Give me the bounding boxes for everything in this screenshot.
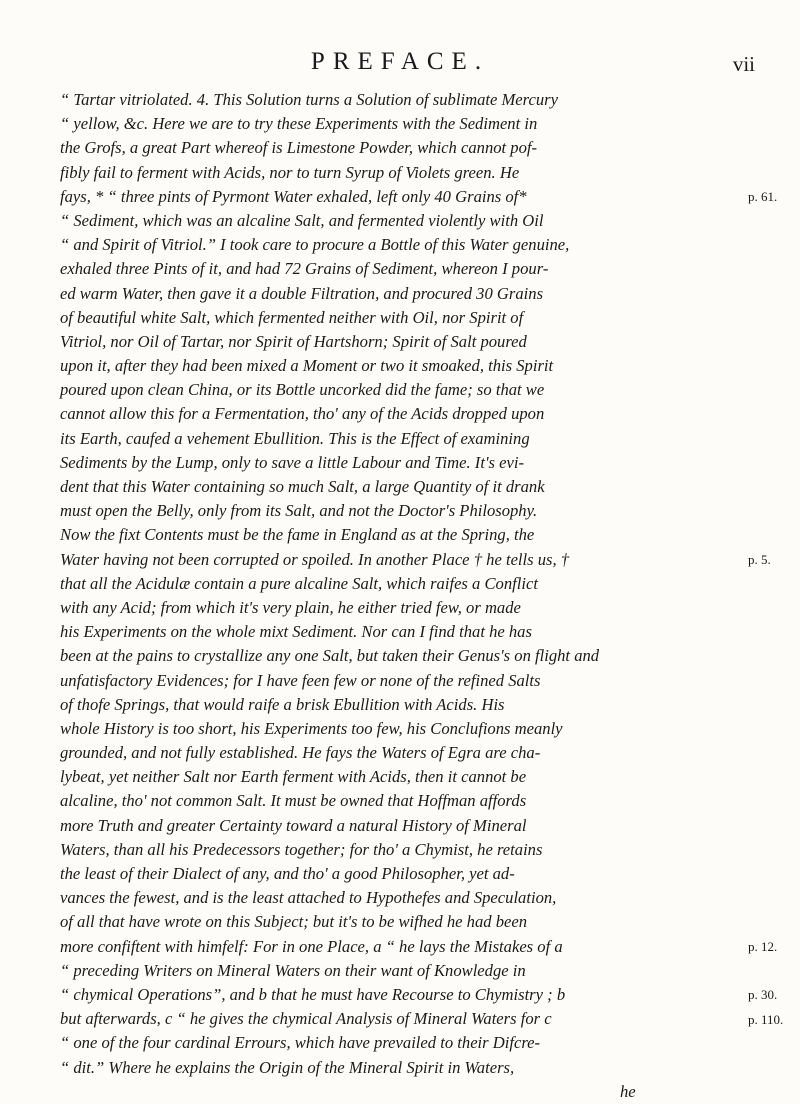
text-line: must open the Belly, only from its Salt, and not the Doctor's Philosophy. <box>60 501 538 521</box>
text-line: his Experiments on the whole mixt Sediment. Nor can I find that he has <box>60 622 532 642</box>
text-line: unfatisfactory Evidences; for I have feen few or none of the refined Salts <box>60 670 541 690</box>
text-line: whole History is too short, his Experiments too few, his Conclufions meanly <box>60 718 563 738</box>
text-line: lybeat, yet neither Salt nor Earth ferment with Acids, then it cannot be <box>60 767 527 787</box>
text-line: Water having not been corrupted or spoiled. In another Place † he tells us, † <box>60 549 570 569</box>
running-head: PREFACE. <box>310 48 490 75</box>
page-number: vii <box>732 52 755 76</box>
text-line: Now the fixt Contents must be the fame in England as at the Spring, the <box>60 525 535 545</box>
text-line: ed warm Water, then gave it a double Filtration, and procured 30 Grains <box>60 283 544 303</box>
text-line: “ chymical Operations”, and b that he must have Recourse to Chymistry ; b <box>60 984 566 1004</box>
margin-reference: p. 110. <box>748 1011 784 1027</box>
text-line: of beautiful white Salt, which fermented neither with Oil, nor Spirit of <box>60 307 524 327</box>
text-line: dent that this Water containing so much Salt, a large Quantity of it drank <box>60 477 545 496</box>
text-line: with any Acid; from which it's very plain, he either tried few, or made <box>60 597 521 617</box>
text-line: “ preceding Writers on Mineral Waters on their want of Knowledge in <box>60 960 526 980</box>
text-line: “ one of the four cardinal Errours, which have prevailed to their Difcre- <box>60 1033 541 1053</box>
text-line: upon it, after they had been mixed a Moment or two it smoaked, this Spirit <box>60 356 554 376</box>
text-line: poured upon clean China, or its Bottle uncorked did the fame; so that we <box>60 380 545 400</box>
page-header <box>0 48 800 82</box>
text-line: more confiftent with himfelf: For in one Place, a “ he lays the Mistakes of a <box>60 936 563 956</box>
margin-reference: p. 5. <box>748 551 771 567</box>
text-line: “ Tartar vitriolated. 4. This Solution turns a Solution of sublimate Mercury <box>60 90 558 109</box>
text-line: but afterwards, c “ he gives the chymical Analysis of Mineral Waters for c <box>60 1009 552 1029</box>
text-line: “ Sediment, which was an alcaline Salt, and fermented violently with Oil <box>60 210 544 230</box>
text-line: the least of their Dialect of any, and tho' a good Philosopher, yet ad- <box>60 864 515 883</box>
text-line: Waters, than all his Predecessors together; for tho' a Chymist, he retains <box>60 839 543 859</box>
text-line: “ yellow, &c. Here we are to try these Experiments with the Sediment in <box>60 114 538 134</box>
text-line: “ and Spirit of Vitriol.” I took care to procure a Bottle of this Water genuine, <box>60 235 570 255</box>
text-line: fays, * “ three pints of Pyrmont Water exhaled, left only 40 Grains of* <box>60 186 527 206</box>
text-line: more Truth and greater Certainty toward a natural History of Mineral <box>60 815 527 835</box>
text-line: Vitriol, nor Oil of Tartar, nor Spirit of Hartshorn; Spirit of Salt poured <box>60 331 527 351</box>
text-line: cannot allow this for a Fermentation, tho' any of the Acids dropped upon <box>60 404 545 424</box>
text-line: its Earth, caufed a vehement Ebullition. This is the Effect of examining <box>60 428 530 448</box>
text-line: vances the fewest, and is the least attached to Hypothefes and Speculation, <box>60 888 557 908</box>
text-line: of all that have wrote on this Subject; but it's to be wifhed he had been <box>60 912 528 932</box>
text-line: been at the pains to crystallize any one Salt, but taken their Genus's on flight and <box>60 646 600 666</box>
body-text <box>60 88 744 1104</box>
text-line: that all the Acidulæ contain a pure alcaline Salt, which raifes a Conflict <box>60 573 538 593</box>
text-line: fibly fail to ferment with Acids, nor to turn Syrup of Violets green. He <box>60 162 520 182</box>
text-line: exhaled three Pints of it, and had 72 Grains of Sediment, whereon I pour- <box>60 259 549 279</box>
text-line: Sediments by the Lump, only to save a little Labour and Time. It's evi- <box>60 452 524 472</box>
text-line: the Grofs, a great Part whereof is Limestone Powder, which cannot pof- <box>60 138 538 158</box>
text-line: alcaline, tho' not common Salt. It must be owned that Hoffman affords <box>60 791 527 811</box>
text-line: “ dit.” Where he explains the Origin of the Mineral Spirit in Waters, <box>60 1057 515 1077</box>
margin-reference: p. 61. <box>748 188 778 204</box>
text-line: grounded, and not fully established. He fays the Waters of Egra are cha- <box>60 743 541 763</box>
text-line: he <box>620 1081 636 1101</box>
margin-reference: p. 12. <box>748 939 778 954</box>
text-line: of thofe Springs, that would raife a brisk Ebullition with Acids. His <box>60 694 505 714</box>
margin-reference: p. 30. <box>748 987 778 1003</box>
